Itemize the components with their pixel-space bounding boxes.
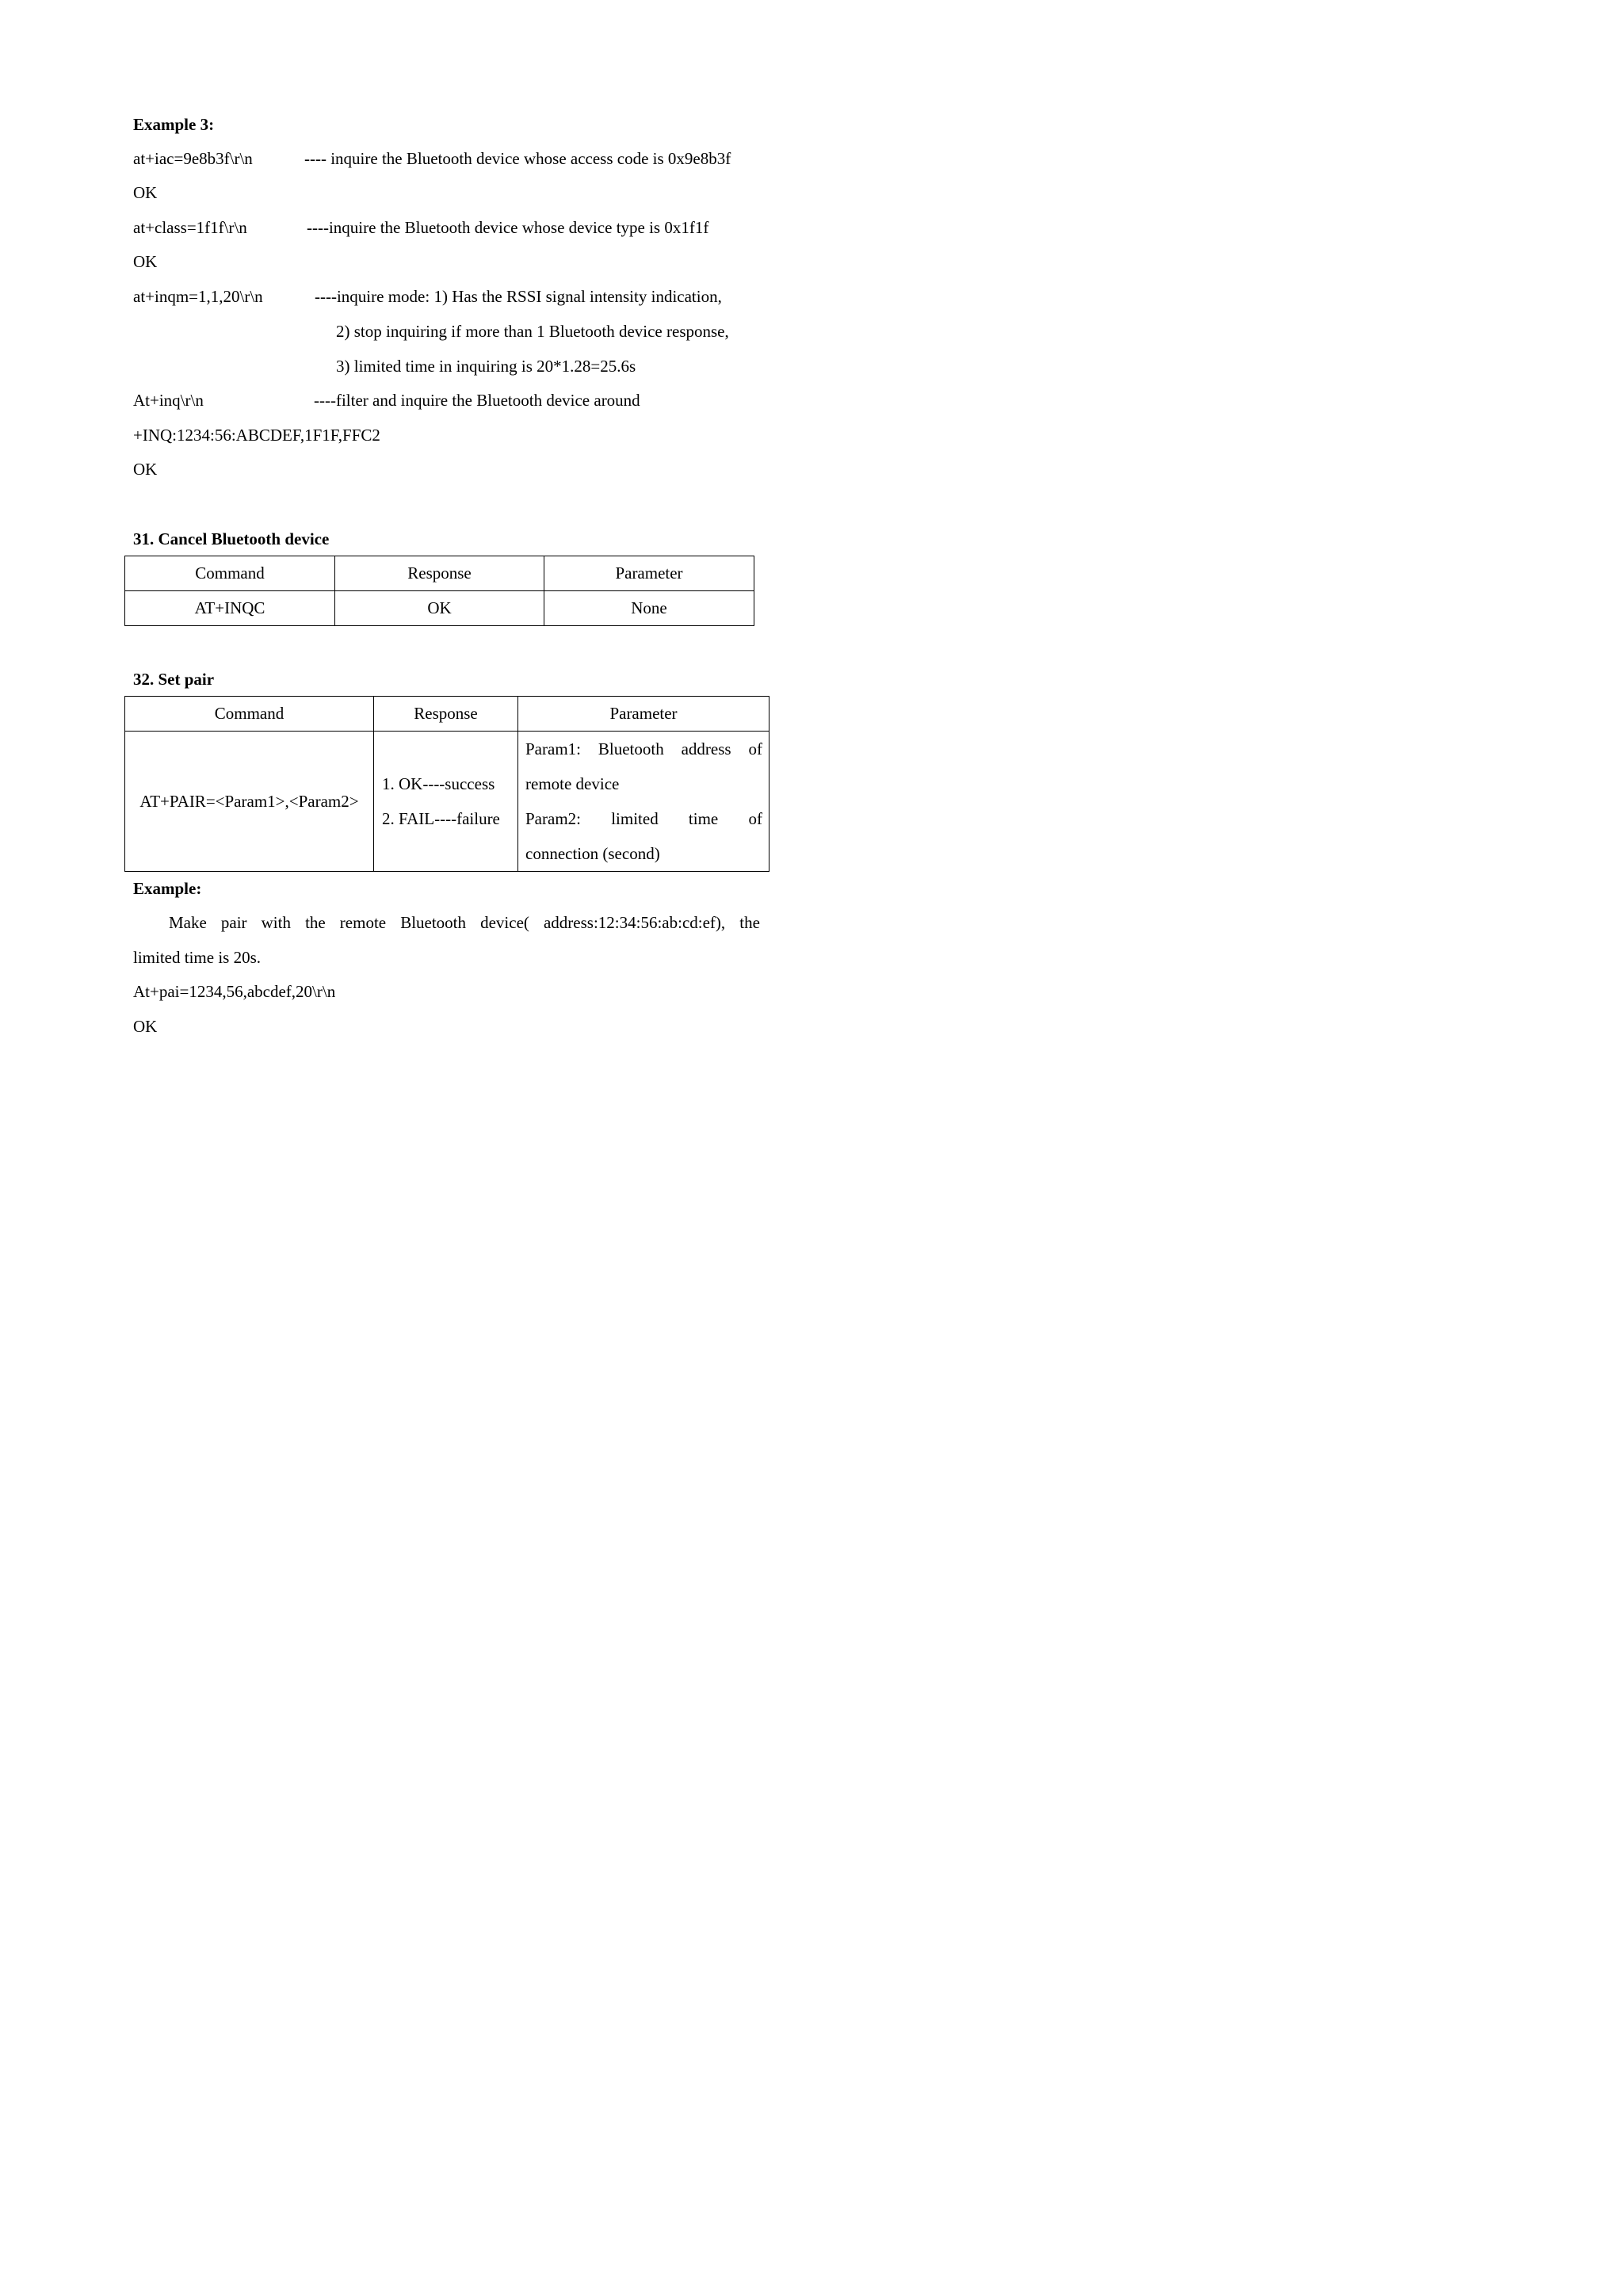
cell-command: AT+PAIR=<Param1>,<Param2>	[125, 732, 374, 872]
section32-table	[124, 696, 769, 872]
header-parameter: Parameter	[518, 697, 769, 732]
example3-desc-inqm: ----inquire mode: 1) Has the RSSI signal intensity indication,	[315, 287, 722, 306]
section31-title: 31. Cancel Bluetooth device	[133, 529, 330, 548]
param1-word: address	[681, 739, 731, 758]
cell-response: OK	[335, 591, 544, 626]
example-paragraph-line2: limited time is 20s.	[133, 948, 261, 967]
example3-desc-inqm-cont1: 2) stop inquiring if more than 1 Bluetooth device response,	[336, 322, 729, 341]
response-fail: 2. FAIL----failure	[382, 809, 500, 828]
param2-line	[525, 801, 762, 836]
example-heading: Example:	[133, 879, 202, 898]
example3-ok-1: OK	[133, 183, 158, 202]
example3-cmd-inqm: at+inqm=1,1,20\r\n	[133, 287, 263, 306]
example3-ok-2: OK	[133, 252, 158, 271]
header-response: Response	[335, 556, 544, 591]
param2-rest: connection (second)	[525, 844, 660, 863]
example3-ok-3: OK	[133, 460, 158, 479]
example-command: At+pai=1234,56,abcdef,20\r\n	[133, 982, 336, 1001]
table-row	[125, 591, 754, 626]
example3-desc-inq: ----filter and inquire the Bluetooth device around	[314, 391, 640, 410]
example-word: with	[261, 913, 291, 932]
example-word: Make	[169, 913, 207, 932]
cell-parameter: None	[544, 591, 754, 626]
cell-parameter	[518, 732, 769, 872]
header-command: Command	[125, 697, 374, 732]
param2-word: limited	[611, 809, 659, 828]
response-ok: 1. OK----success	[382, 774, 495, 793]
param1-word: of	[748, 739, 762, 758]
param1-word: Param1:	[525, 739, 581, 758]
example3-desc-inqm-cont2: 3) limited time in inquiring is 20*1.28=25.6s	[336, 357, 636, 376]
example3-cmd-class: at+class=1f1f\r\n	[133, 218, 247, 237]
param1-rest: remote device	[525, 774, 620, 793]
example-word: the	[305, 913, 326, 932]
example-word: device(	[480, 913, 529, 932]
header-response: Response	[374, 697, 518, 732]
example3-cmd-iac: at+iac=9e8b3f\r\n	[133, 149, 253, 168]
example3-desc-class: ----inquire the Bluetooth device whose device type is 0x1f1f	[307, 218, 709, 237]
example-word: address:12:34:56:ab:cd:ef),	[543, 913, 726, 932]
cell-response	[374, 732, 518, 872]
example-ok: OK	[133, 1017, 158, 1036]
section31-table	[124, 556, 754, 626]
header-parameter: Parameter	[544, 556, 754, 591]
param2-word: of	[748, 809, 762, 828]
table-row	[125, 732, 769, 872]
cell-command: AT+INQC	[125, 591, 335, 626]
example3-inq-result: +INQ:1234:56:ABCDEF,1F1F,FFC2	[133, 426, 380, 445]
example-word: the	[739, 913, 760, 932]
table-header-row	[125, 556, 754, 591]
table-header-row	[125, 697, 769, 732]
param2-word: time	[688, 809, 719, 828]
param1-line	[525, 732, 762, 766]
example3-cmd-inq: At+inq\r\n	[133, 391, 204, 410]
example-word: remote	[339, 913, 387, 932]
example-word: pair	[220, 913, 247, 932]
example3-heading: Example 3:	[133, 115, 215, 134]
param2-word: Param2:	[525, 809, 581, 828]
example-paragraph-line1	[169, 915, 760, 931]
section32-title: 32. Set pair	[133, 670, 215, 689]
header-command: Command	[125, 556, 335, 591]
example3-desc-iac: ---- inquire the Bluetooth device whose access code is 0x9e8b3f	[304, 149, 731, 168]
param1-word: Bluetooth	[598, 739, 664, 758]
example-word: Bluetooth	[400, 913, 467, 932]
